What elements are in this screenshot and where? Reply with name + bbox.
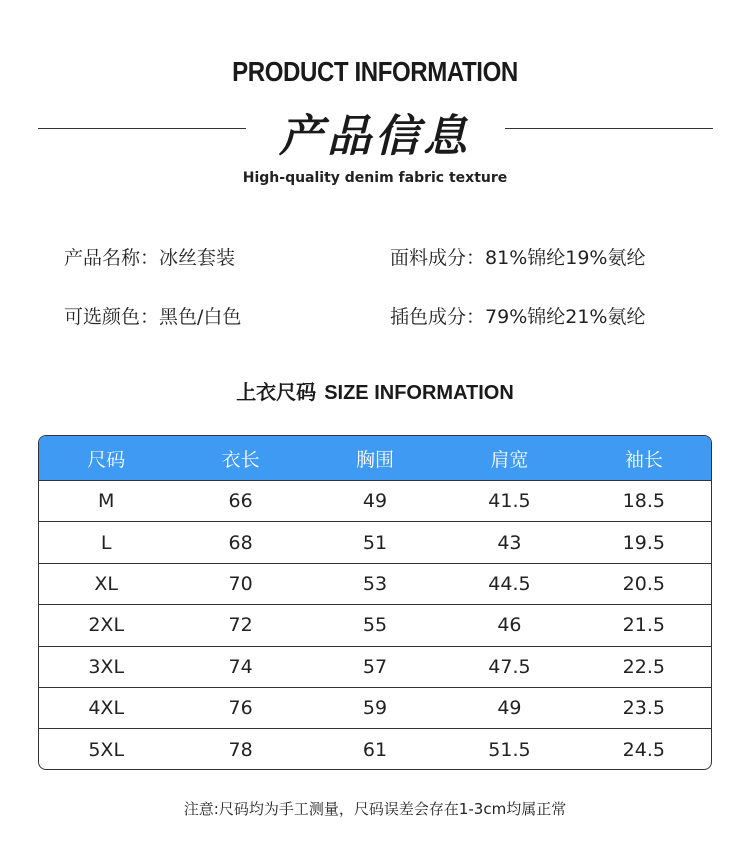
size-table — [38, 435, 712, 770]
info-value: 冰丝套装 — [159, 247, 236, 269]
info-label: 可选颜色： — [64, 306, 160, 328]
table-row — [39, 687, 711, 728]
table-cell: 19.5 — [622, 531, 665, 554]
table-header — [39, 436, 711, 480]
table-cell: 74 — [228, 655, 253, 678]
info-value: 79%锦纶21%氨纶 — [485, 306, 646, 328]
size-section-title — [0, 376, 750, 405]
table-cell: 2XL — [88, 614, 125, 637]
table-cell: 44.5 — [488, 572, 531, 595]
info-insert-fabric — [390, 302, 645, 329]
table-cell: 66 — [228, 490, 253, 513]
table-body — [39, 480, 711, 770]
table-cell: 78 — [228, 738, 253, 761]
info-value: 81%锦纶19%氨纶 — [485, 247, 646, 269]
table-cell: 68 — [228, 531, 253, 554]
info-colors — [64, 302, 241, 329]
table-cell: 22.5 — [622, 655, 665, 678]
info-label: 产品名称： — [64, 247, 160, 269]
header-cell: 肩宽 — [490, 448, 529, 471]
table-cell: 47.5 — [488, 655, 531, 678]
table-row — [39, 728, 711, 769]
table-cell: 55 — [362, 614, 388, 637]
info-value: 黑色/白色 — [159, 306, 242, 328]
table-cell: 5XL — [88, 738, 125, 761]
table-cell: 49 — [362, 490, 388, 513]
table-cell: 51 — [362, 531, 388, 554]
info-label: 插色成分： — [390, 306, 486, 328]
table-cell: 43 — [497, 531, 522, 554]
table-cell: XL — [94, 572, 118, 595]
table-cell: 76 — [228, 697, 253, 720]
table-row — [39, 646, 711, 687]
table-cell: L — [100, 531, 112, 554]
table-cell: 57 — [362, 655, 388, 678]
header-cell: 衣长 — [221, 448, 260, 471]
table-cell: 3XL — [88, 655, 125, 678]
info-fabric — [390, 243, 645, 270]
table-row — [39, 604, 711, 645]
table-cell: 72 — [228, 614, 253, 637]
title-english: PRODUCT INFORMATION — [232, 56, 518, 87]
header-cell: 袖长 — [624, 448, 663, 471]
size-title-en: SIZE INFORMATION — [324, 382, 514, 404]
header-cell: 尺码 — [87, 448, 126, 471]
table-row — [39, 521, 711, 562]
measurement-note: 注意:尺码均为手工测量，尺码误差会存在1-3cm均属正常 — [183, 800, 567, 818]
subtitle: High-quality denim fabric texture — [242, 170, 508, 186]
table-cell: 70 — [228, 572, 253, 595]
table-cell: 18.5 — [622, 490, 665, 513]
table-cell: 21.5 — [622, 614, 665, 637]
table-cell: 4XL — [88, 697, 125, 720]
info-label: 面料成分： — [390, 247, 486, 269]
table-cell: 23.5 — [622, 697, 665, 720]
table-cell: 46 — [497, 614, 522, 637]
table-cell: 41.5 — [488, 490, 531, 513]
table-cell: 61 — [362, 738, 388, 761]
info-product-name — [64, 243, 235, 270]
table-cell: 53 — [362, 572, 388, 595]
table-row — [39, 480, 711, 521]
table-cell: 49 — [497, 697, 522, 720]
size-title-cn: 上衣尺码 — [236, 380, 317, 404]
header-cell: 胸围 — [356, 448, 395, 471]
table-cell: 51.5 — [488, 738, 531, 761]
table-cell: M — [98, 490, 115, 513]
table-row — [39, 563, 711, 604]
table-cell: 24.5 — [622, 738, 665, 761]
table-cell: 59 — [362, 697, 388, 720]
table-cell: 20.5 — [622, 572, 665, 595]
title-chinese: 产品信息 — [279, 111, 471, 162]
